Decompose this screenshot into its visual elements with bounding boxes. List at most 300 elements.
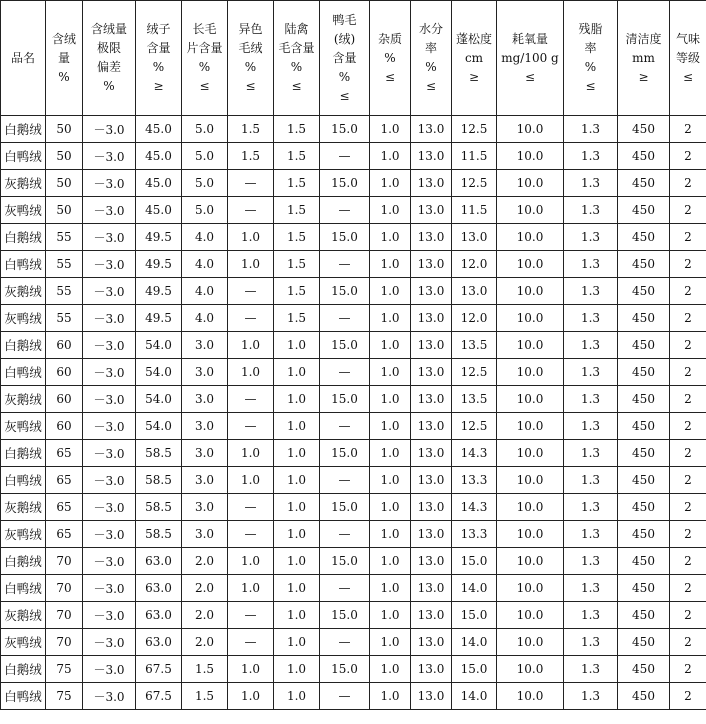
table-cell: －3.0 [83,386,136,413]
table-cell: 15.0 [320,602,370,629]
table-cell: 1.0 [370,413,411,440]
column-header-line: ≤ [585,79,596,93]
table-cell: 1.0 [274,548,320,575]
column-header-line: 含量 [332,50,357,65]
column-header-9 [411,1,452,116]
product-name-cell: 灰鹅绒 [1,170,46,197]
table-cell: 450 [618,251,670,278]
table-cell: 15.0 [452,656,497,683]
column-header-line: ≤ [199,79,210,93]
column-header-line: 杂质 [377,31,402,46]
table-row [1,143,706,170]
table-cell: 60 [46,359,83,386]
table-cell: 3.0 [182,494,228,521]
product-name-cell: 白鹅绒 [1,440,46,467]
product-name-cell: 灰鸭绒 [1,521,46,548]
table-cell: 1.0 [228,251,274,278]
table-cell: 50 [46,197,83,224]
table-cell: 1.3 [564,467,618,494]
table-cell: －3.0 [83,116,136,143]
table-cell: 450 [618,683,670,710]
table-cell: 13.0 [411,224,452,251]
table-cell: 1.5 [274,170,320,197]
table-cell: 1.0 [370,467,411,494]
table-row [1,332,706,359]
table-cell: 2 [670,386,706,413]
table-cell: 10.0 [497,251,564,278]
table-cell: 54.0 [136,386,182,413]
table-cell: 13.0 [411,197,452,224]
table-cell: 2.0 [182,548,228,575]
product-name-cell: 白鸭绒 [1,251,46,278]
column-header-line: 率 [424,41,437,55]
table-cell: 15.0 [320,170,370,197]
table-cell: 1.0 [370,197,411,224]
table-cell: 13.3 [452,521,497,548]
table-cell: 1.3 [564,575,618,602]
table-cell: 2 [670,521,706,548]
table-cell: 12.0 [452,251,497,278]
table-cell: 2 [670,116,706,143]
table-cell: 1.0 [370,143,411,170]
table-cell: 3.0 [182,467,228,494]
table-row [1,656,706,683]
table-cell: 70 [46,602,83,629]
table-cell: 1.0 [370,683,411,710]
table-cell: 1.0 [370,170,411,197]
column-header-line: 毛含量 [278,41,315,55]
column-header-line: ≤ [682,69,694,84]
column-header-1 [46,1,83,116]
table-cell: — [320,575,370,602]
table-cell: 75 [46,683,83,710]
table-cell: 450 [618,467,670,494]
product-name-cell: 灰鸭绒 [1,629,46,656]
table-cell: 1.0 [274,521,320,548]
column-header-line: % [338,69,351,84]
table-cell: 10.0 [497,305,564,332]
table-cell: 10.0 [497,224,564,251]
table-cell: －3.0 [83,683,136,710]
table-cell: 10.0 [497,629,564,656]
table-cell: — [228,602,274,629]
column-header-line: 耗氧量 [511,31,548,46]
table-cell: 450 [618,278,670,305]
table-cell: 2 [670,359,706,386]
column-header-line: 异色 [238,22,263,36]
table-cell: 10.0 [497,602,564,629]
table-cell: 10.0 [497,116,564,143]
table-cell: 450 [618,494,670,521]
column-header-8 [370,1,411,116]
table-cell: 2 [670,548,706,575]
table-cell: 1.0 [228,332,274,359]
table-cell: 2 [670,629,706,656]
column-header-line: ≤ [339,88,350,103]
table-body [1,116,706,710]
product-name-cell: 白鹅绒 [1,548,46,575]
table-cell: — [228,521,274,548]
table-cell: 450 [618,575,670,602]
table-cell: 450 [618,548,670,575]
column-header-line: 片含量 [186,41,223,55]
table-cell: 49.5 [136,251,182,278]
table-cell: 12.5 [452,413,497,440]
column-header-line: 绒子 [146,22,171,36]
table-cell: 450 [618,224,670,251]
table-cell: 10.0 [497,197,564,224]
table-row [1,548,706,575]
table-cell: 58.5 [136,440,182,467]
column-header-line: 气味 [675,31,700,46]
table-cell: 1.0 [274,413,320,440]
table-cell: 14.3 [452,494,497,521]
column-header-line: % [290,60,303,74]
product-name-cell: 灰鹅绒 [1,494,46,521]
table-cell: 1.3 [564,683,618,710]
table-cell: 1.0 [228,359,274,386]
table-cell: 65 [46,494,83,521]
table-row [1,170,706,197]
table-cell: 1.3 [564,494,618,521]
product-name-cell: 灰鹅绒 [1,602,46,629]
column-header-line: 极限 [96,41,121,55]
column-header-line: 蓬松度 [455,31,492,46]
table-cell: －3.0 [83,548,136,575]
table-row [1,683,706,710]
table-cell: 15.0 [452,548,497,575]
table-cell: 2 [670,440,706,467]
table-cell: 1.3 [564,521,618,548]
table-cell: 60 [46,413,83,440]
table-cell: 50 [46,143,83,170]
column-header-line: mg/100 g [501,50,559,65]
table-cell: 3.0 [182,413,228,440]
table-cell: 2 [670,494,706,521]
table-cell: 1.0 [228,656,274,683]
table-row [1,116,706,143]
table-cell: 1.0 [228,575,274,602]
product-name-cell: 灰鹅绒 [1,278,46,305]
table-cell: 450 [618,332,670,359]
table-cell: — [320,251,370,278]
table-cell: 450 [618,116,670,143]
table-cell: 450 [618,305,670,332]
table-row [1,413,706,440]
table-cell: 12.5 [452,116,497,143]
table-cell: 2.0 [182,629,228,656]
table-row [1,575,706,602]
table-cell: 45.0 [136,197,182,224]
table-cell: 3.0 [182,440,228,467]
table-cell: 450 [618,197,670,224]
product-name-cell: 白鹅绒 [1,332,46,359]
column-header-line: % [584,60,597,74]
table-cell: 1.0 [370,494,411,521]
table-cell: 1.0 [274,629,320,656]
table-cell: 1.0 [274,440,320,467]
column-header-line: ≥ [638,69,649,84]
table-cell: 1.5 [274,197,320,224]
table-cell: 2 [670,170,706,197]
table-cell: 2 [670,197,706,224]
table-cell: 75 [46,656,83,683]
table-cell: 13.0 [411,143,452,170]
table-cell: — [320,143,370,170]
table-cell: 45.0 [136,143,182,170]
table-cell: 13.0 [411,251,452,278]
table-cell: 1.0 [370,548,411,575]
column-header-line: 品名 [10,50,35,65]
column-header-line: % [198,60,211,74]
column-header-line: 量 [57,50,70,65]
table-cell: 3.0 [182,332,228,359]
table-cell: 11.5 [452,143,497,170]
table-row [1,224,706,251]
table-cell: 2 [670,656,706,683]
table-cell: 2 [670,143,706,170]
column-header-10 [452,1,497,116]
table-cell: 1.3 [564,224,618,251]
table-cell: 14.0 [452,683,497,710]
table-cell: －3.0 [83,359,136,386]
table-cell: 3.0 [182,359,228,386]
table-cell: 58.5 [136,521,182,548]
table-cell: 13.3 [452,467,497,494]
table-cell: 1.5 [274,251,320,278]
table-cell: －3.0 [83,467,136,494]
table-cell: 1.3 [564,305,618,332]
table-cell: 13.0 [452,278,497,305]
table-cell: 15.0 [320,440,370,467]
product-name-cell: 白鸭绒 [1,467,46,494]
table-cell: 15.0 [320,494,370,521]
table-cell: 15.0 [320,386,370,413]
table-cell: 1.5 [228,116,274,143]
table-cell: －3.0 [83,197,136,224]
table-cell: 13.0 [411,332,452,359]
table-cell: 5.0 [182,197,228,224]
table-cell: 55 [46,278,83,305]
table-cell: 10.0 [497,143,564,170]
column-header-3 [136,1,182,116]
table-row [1,602,706,629]
table-cell: 13.0 [411,548,452,575]
table-cell: — [320,359,370,386]
table-cell: — [228,305,274,332]
table-cell: －3.0 [83,656,136,683]
table-cell: — [320,683,370,710]
table-cell: －3.0 [83,332,136,359]
table-cell: — [320,629,370,656]
table-cell: 1.0 [228,467,274,494]
table-cell: — [320,305,370,332]
column-header-2 [83,1,136,116]
table-cell: 5.0 [182,170,228,197]
column-header-6 [274,1,320,116]
table-cell: 12.5 [452,170,497,197]
table-cell: 4.0 [182,278,228,305]
table-cell: 1.0 [370,386,411,413]
table-cell: 1.0 [228,224,274,251]
column-header-line: % [58,69,70,84]
table-cell: －3.0 [83,224,136,251]
table-cell: 10.0 [497,413,564,440]
column-header-line: % [384,50,396,65]
table-cell: 14.0 [452,575,497,602]
table-cell: 1.0 [370,251,411,278]
table-cell: 450 [618,656,670,683]
table-cell: 1.3 [564,197,618,224]
table-cell: — [228,629,274,656]
table-row [1,629,706,656]
product-name-cell: 白鹅绒 [1,656,46,683]
table-cell: 1.0 [370,629,411,656]
table-cell: 1.0 [370,332,411,359]
table-cell: 1.0 [370,656,411,683]
table-cell: 58.5 [136,467,182,494]
table-cell: 54.0 [136,413,182,440]
table-cell: 2 [670,251,706,278]
table-cell: 10.0 [497,575,564,602]
table-cell: 54.0 [136,332,182,359]
table-row [1,467,706,494]
table-cell: 1.3 [564,656,618,683]
table-cell: －3.0 [83,143,136,170]
table-cell: 15.0 [320,656,370,683]
table-cell: 2 [670,575,706,602]
table-row [1,359,706,386]
table-cell: 1.3 [564,386,618,413]
table-cell: 1.3 [564,116,618,143]
table-cell: 4.0 [182,224,228,251]
table-cell: 450 [618,143,670,170]
table-cell: 13.0 [411,413,452,440]
table-cell: — [320,467,370,494]
table-cell: 45.0 [136,116,182,143]
table-cell: 1.0 [370,440,411,467]
table-cell: 2 [670,332,706,359]
table-cell: 1.3 [564,413,618,440]
table-cell: 1.0 [274,467,320,494]
table-cell: 3.0 [182,521,228,548]
table-cell: 10.0 [497,278,564,305]
table-cell: 1.0 [370,359,411,386]
table-cell: 2 [670,305,706,332]
column-header-line: 含量 [146,41,171,55]
table-cell: 49.5 [136,224,182,251]
table-cell: －3.0 [83,521,136,548]
table-cell: 3.0 [182,386,228,413]
table-cell: — [228,494,274,521]
table-cell: 1.5 [182,683,228,710]
product-name-cell: 灰鸭绒 [1,197,46,224]
table-cell: －3.0 [83,305,136,332]
table-cell: 49.5 [136,305,182,332]
table-cell: — [320,521,370,548]
table-cell: 1.0 [228,548,274,575]
table-cell: 2 [670,683,706,710]
table-cell: 4.0 [182,251,228,278]
table-cell: 63.0 [136,548,182,575]
column-header-line: ≤ [425,79,437,93]
table-cell: 10.0 [497,548,564,575]
table-cell: 1.0 [274,575,320,602]
table-cell: 63.0 [136,602,182,629]
column-header-line: 率 [584,41,597,55]
table-cell: — [320,197,370,224]
table-cell: 15.0 [320,116,370,143]
column-header-line: ≤ [245,79,256,93]
table-cell: 1.0 [228,440,274,467]
column-header-line: 残脂 [578,22,603,36]
table-cell: 67.5 [136,683,182,710]
column-header-line: 水分 [418,22,443,36]
column-header-line: (绒) [333,31,356,46]
table-cell: 5.0 [182,143,228,170]
table-cell: 450 [618,629,670,656]
table-cell: 1.0 [274,494,320,521]
table-cell: — [320,413,370,440]
column-header-line: cm [464,50,484,65]
product-name-cell: 白鸭绒 [1,683,46,710]
table-cell: 1.0 [370,575,411,602]
table-cell: 10.0 [497,656,564,683]
table-cell: 55 [46,305,83,332]
table-cell: 1.0 [370,521,411,548]
table-cell: －3.0 [83,575,136,602]
table-cell: 13.5 [452,332,497,359]
table-row [1,521,706,548]
product-name-cell: 白鹅绒 [1,116,46,143]
column-header-line: 清洁度 [625,31,662,46]
table-cell: 11.5 [452,197,497,224]
table-cell: 13.0 [411,440,452,467]
table-cell: 15.0 [452,602,497,629]
table-cell: 1.3 [564,332,618,359]
column-header-0 [1,1,46,116]
table-cell: — [228,278,274,305]
table-cell: 65 [46,440,83,467]
table-cell: 2 [670,278,706,305]
table-cell: 2 [670,413,706,440]
column-header-line: % [425,60,437,74]
column-header-line: 鸭毛 [332,12,357,27]
table-cell: 2.0 [182,602,228,629]
table-cell: 1.0 [370,305,411,332]
table-cell: 58.5 [136,494,182,521]
table-cell: 450 [618,359,670,386]
table-cell: 2.0 [182,575,228,602]
table-cell: 54.0 [136,359,182,386]
table-cell: 10.0 [497,440,564,467]
column-header-line: ≥ [468,69,480,84]
table-cell: 13.0 [411,683,452,710]
table-cell: －3.0 [83,413,136,440]
table-cell: 10.0 [497,386,564,413]
table-cell: 13.0 [411,494,452,521]
column-header-line: ≤ [291,79,302,93]
table-cell: 4.0 [182,305,228,332]
column-header-line: 偏差 [96,60,121,74]
table-row [1,494,706,521]
table-cell: 13.0 [411,656,452,683]
table-cell: 13.0 [411,305,452,332]
table-cell: －3.0 [83,494,136,521]
table-cell: 55 [46,251,83,278]
table-cell: 15.0 [320,224,370,251]
table-cell: 13.0 [411,170,452,197]
